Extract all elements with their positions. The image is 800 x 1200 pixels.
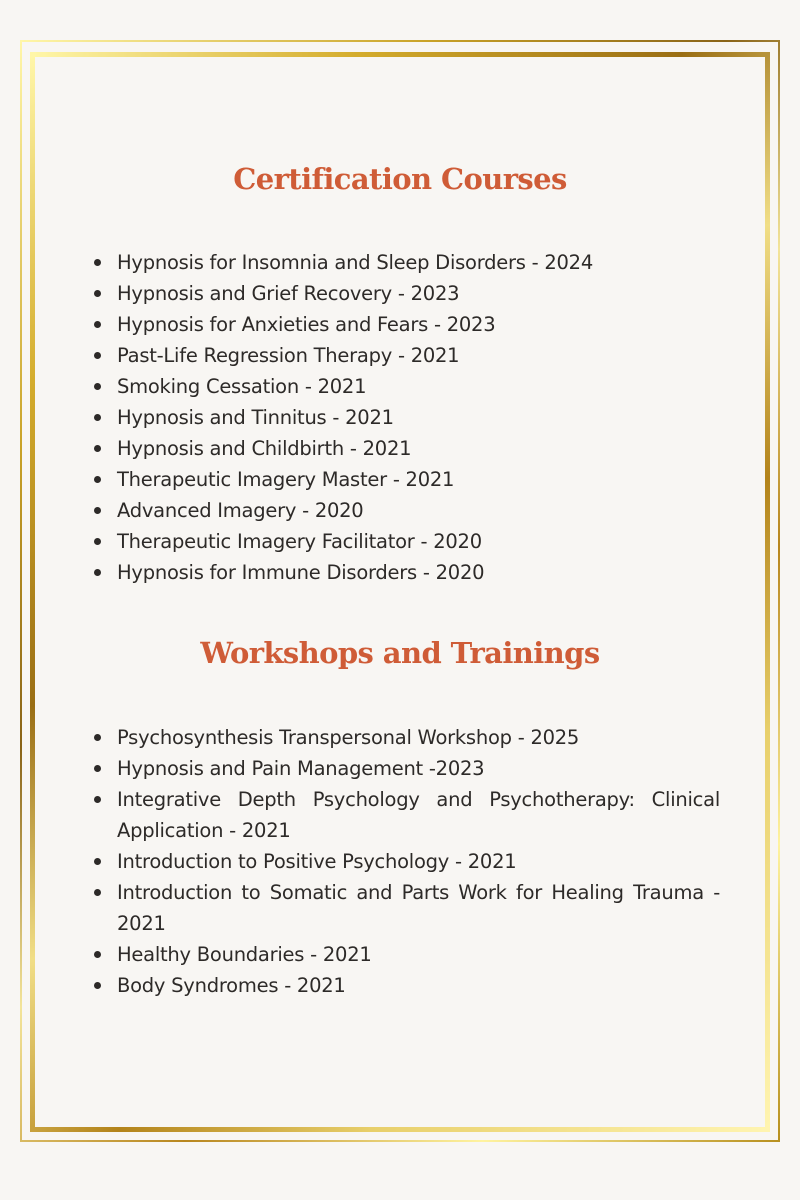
list-item bbox=[92, 371, 720, 402]
list-item-text: Introduction to Somatic and Parts Work for Healing Trauma - 2021 bbox=[117, 881, 720, 935]
list-item bbox=[92, 970, 720, 1001]
list-item-text: Introduction to Positive Psychology - 2021 bbox=[117, 850, 517, 873]
bullet-dot-icon bbox=[94, 538, 101, 545]
bullet-dot-icon bbox=[94, 290, 101, 297]
list-item bbox=[92, 557, 720, 588]
list-item bbox=[92, 526, 720, 557]
list-item bbox=[92, 247, 720, 278]
list-item-text: Integrative Depth Psychology and Psychotherapy: Clinical Application - 2021 bbox=[117, 788, 720, 842]
list-item bbox=[92, 846, 720, 877]
list-item bbox=[92, 784, 720, 846]
list-item-text: Smoking Cessation - 2021 bbox=[117, 375, 367, 398]
bullet-dot-icon bbox=[94, 321, 101, 328]
list-item-text: Hypnosis for Insomnia and Sleep Disorders - 2024 bbox=[117, 251, 593, 274]
bullet-dot-icon bbox=[94, 858, 101, 865]
certification-courses-list bbox=[92, 247, 720, 588]
bullet-dot-icon bbox=[94, 569, 101, 576]
list-item bbox=[92, 402, 720, 433]
bullet-dot-icon bbox=[94, 383, 101, 390]
list-item-text: Healthy Boundaries - 2021 bbox=[117, 943, 372, 966]
list-item bbox=[92, 278, 720, 309]
list-item-text: Advanced Imagery - 2020 bbox=[117, 499, 364, 522]
list-item bbox=[92, 464, 720, 495]
list-item bbox=[92, 495, 720, 526]
certification-courses-heading: Certification Courses bbox=[233, 162, 567, 196]
list-item-text: Hypnosis and Pain Management -2023 bbox=[117, 757, 485, 780]
workshops-trainings-list bbox=[92, 722, 720, 1001]
bullet-dot-icon bbox=[94, 259, 101, 266]
bullet-dot-icon bbox=[94, 982, 101, 989]
list-item-text: Hypnosis and Childbirth - 2021 bbox=[117, 437, 412, 460]
list-item-text: Hypnosis for Anxieties and Fears - 2023 bbox=[117, 313, 496, 336]
bullet-dot-icon bbox=[94, 734, 101, 741]
list-item bbox=[92, 340, 720, 371]
bullet-dot-icon bbox=[94, 889, 101, 896]
workshops-trainings-heading: Workshops and Trainings bbox=[200, 636, 600, 670]
list-item-text: Therapeutic Imagery Master - 2021 bbox=[117, 468, 455, 491]
list-item bbox=[92, 939, 720, 970]
list-item bbox=[92, 309, 720, 340]
list-item bbox=[92, 722, 720, 753]
list-item-text: Past-Life Regression Therapy - 2021 bbox=[117, 344, 460, 367]
list-item-text: Body Syndromes - 2021 bbox=[117, 974, 346, 997]
list-item bbox=[92, 877, 720, 939]
list-item bbox=[92, 433, 720, 464]
list-item-text: Hypnosis for Immune Disorders - 2020 bbox=[117, 561, 485, 584]
list-item-text: Psychosynthesis Transpersonal Workshop - 2025 bbox=[117, 726, 580, 749]
bullet-dot-icon bbox=[94, 951, 101, 958]
bullet-dot-icon bbox=[94, 476, 101, 483]
bullet-dot-icon bbox=[94, 445, 101, 452]
bullet-dot-icon bbox=[94, 507, 101, 514]
list-item-text: Hypnosis and Tinnitus - 2021 bbox=[117, 406, 394, 429]
bullet-dot-icon bbox=[94, 765, 101, 772]
list-item-text: Hypnosis and Grief Recovery - 2023 bbox=[117, 282, 460, 305]
bullet-dot-icon bbox=[94, 414, 101, 421]
bullet-dot-icon bbox=[94, 352, 101, 359]
list-item bbox=[92, 753, 720, 784]
bullet-dot-icon bbox=[94, 796, 101, 803]
list-item-text: Therapeutic Imagery Facilitator - 2020 bbox=[117, 530, 482, 553]
